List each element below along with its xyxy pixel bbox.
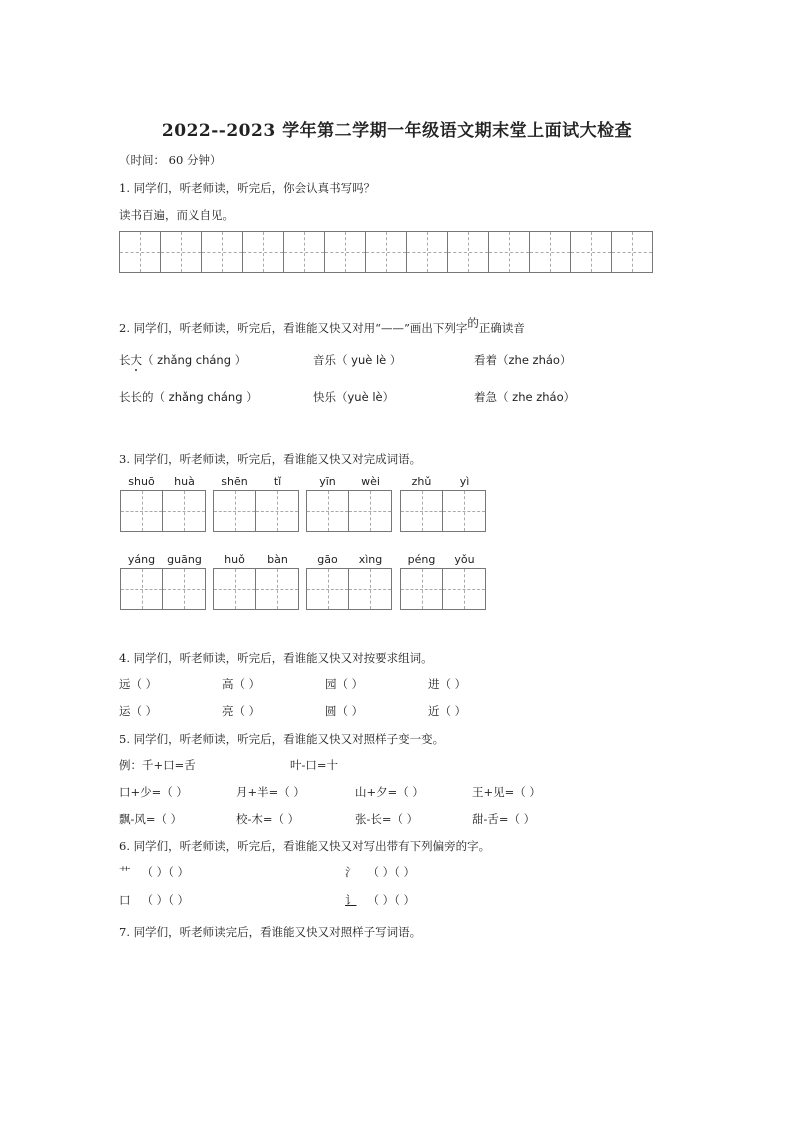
- q2-close: ）: [389, 353, 402, 367]
- tianzige-cell[interactable]: [443, 490, 486, 532]
- pinyin-label: huà: [174, 475, 195, 488]
- q2-close: ）: [382, 390, 395, 404]
- tianzige-cell[interactable]: [213, 568, 256, 610]
- pinyin-label: tǐ: [273, 475, 282, 488]
- q2-word: 音乐（: [313, 353, 348, 367]
- tianzige-cell[interactable]: [447, 231, 489, 273]
- q7-prompt: 7. 同学们，听老师读完后，看谁能又快又对照样子写词语。: [119, 925, 422, 939]
- q6-row-kou[interactable]: [119, 892, 189, 908]
- q6-blanks: （ ）（ ）: [367, 865, 416, 879]
- q2-item-yinyue[interactable]: [313, 352, 401, 368]
- radical-shui: 氵: [345, 865, 357, 879]
- tianzige-cell[interactable]: [324, 231, 366, 273]
- q2-item-kuaile[interactable]: [313, 389, 394, 405]
- q2-close: ）: [246, 390, 258, 404]
- q4-item[interactable]: 近（ ）: [428, 704, 467, 718]
- pinyin-label: yáng: [127, 553, 156, 566]
- word-box[interactable]: [213, 490, 299, 532]
- word-box[interactable]: [400, 490, 486, 532]
- q1-prompt: 1. 同学们，听老师读，听完后，你会认真书写吗？: [119, 181, 376, 195]
- q2-pinyin: yuè lè: [351, 353, 387, 367]
- tianzige-cell[interactable]: [529, 231, 571, 273]
- page-title: 2022--2023 学年第二学期一年级语文期末堂上面试大检查: [161, 121, 633, 141]
- pinyin-label: wèi: [361, 475, 380, 488]
- q4-item[interactable]: 高（ ）: [222, 677, 261, 691]
- q2-word: 着急（: [474, 390, 509, 404]
- tianzige-cell[interactable]: [349, 568, 392, 610]
- q5-item[interactable]: 月+半=（ ）: [236, 785, 305, 799]
- tianzige-cell[interactable]: [120, 568, 163, 610]
- q2-word: 长长的（: [119, 390, 165, 404]
- pinyin-label: péng: [407, 553, 436, 566]
- q6-row-cao[interactable]: [119, 864, 189, 880]
- word-box[interactable]: [120, 490, 206, 532]
- word-box[interactable]: [306, 568, 392, 610]
- q2-pinyin: zhǎng cháng: [157, 353, 232, 367]
- word-box[interactable]: [213, 568, 299, 610]
- q6-blanks: （ ）（ ）: [367, 893, 416, 907]
- word-box[interactable]: [120, 568, 206, 610]
- radical-yan: 讠: [345, 893, 357, 907]
- q2-item-zhangda[interactable]: [119, 352, 246, 368]
- q2-word: 长大（: [119, 353, 154, 367]
- pinyin-label: yì: [459, 475, 470, 488]
- q2-close: ）: [563, 390, 576, 404]
- q4-item[interactable]: 远（ ）: [119, 677, 158, 691]
- q6-blanks: （ ）（ ）: [141, 893, 190, 907]
- pinyin-label: bàn: [267, 553, 288, 566]
- q2-word: 快乐（: [313, 390, 348, 404]
- q2-prompt-text: 2. 同学们，听老师读，听完后，看谁能又快又对用“——”画出下列字: [119, 321, 468, 335]
- q5-item[interactable]: 甜-舌=（ ）: [472, 812, 536, 826]
- q5-example-1: 例：千+口=舌: [119, 758, 196, 772]
- q2-pinyin: zhe zháo: [512, 390, 564, 404]
- tianzige-cell[interactable]: [163, 490, 206, 532]
- time-note: （时间： 60 分钟）: [119, 153, 222, 167]
- tianzige-cell[interactable]: [488, 231, 530, 273]
- tianzige-cell[interactable]: [443, 568, 486, 610]
- tianzige-cell[interactable]: [570, 231, 612, 273]
- q2-prompt-de: 的: [467, 316, 479, 330]
- q4-item[interactable]: 亮（ ）: [222, 704, 261, 718]
- q6-blanks: （ ）（ ）: [141, 865, 190, 879]
- tianzige-cell[interactable]: [406, 231, 448, 273]
- q2-pinyin: zhe zháo: [508, 353, 560, 367]
- tianzige-cell[interactable]: [306, 568, 349, 610]
- tianzige-cell[interactable]: [306, 490, 349, 532]
- q4-prompt: 4. 同学们，听老师读，听完后，看谁能又快又对按要求组词。: [119, 651, 433, 665]
- q2-pinyin: yuè lè: [347, 390, 383, 404]
- q6-prompt: 6. 同学们，听老师读，听完后，看谁能又快又对写出带有下列偏旁的字。: [119, 839, 491, 853]
- pinyin-label: huǒ: [224, 553, 245, 566]
- tianzige-cell[interactable]: [365, 231, 407, 273]
- tianzige-cell[interactable]: [163, 568, 206, 610]
- q4-item[interactable]: 园（ ）: [325, 677, 364, 691]
- word-box[interactable]: [306, 490, 392, 532]
- radical-cao: 艹: [119, 865, 131, 879]
- tianzige-cell[interactable]: [256, 490, 299, 532]
- q3-prompt: 3. 同学们，听老师读，听完后，看谁能又快又对完成词语。: [119, 452, 422, 466]
- q2-close: ）: [234, 353, 247, 367]
- q2-item-zhaoji[interactable]: [474, 389, 575, 405]
- tianzige-cell[interactable]: [160, 231, 202, 273]
- tianzige-cell[interactable]: [119, 231, 161, 273]
- tianzige-cell[interactable]: [242, 231, 284, 273]
- tianzige-cell[interactable]: [120, 490, 163, 532]
- q5-prompt: 5. 同学们，听老师读，听完后，看谁能又快又对照样子变一变。: [119, 732, 445, 746]
- q2-prompt: [119, 316, 525, 336]
- word-box[interactable]: [400, 568, 486, 610]
- tianzige-cell[interactable]: [400, 568, 443, 610]
- tianzige-cell[interactable]: [349, 490, 392, 532]
- q5-item[interactable]: 山+夕=（ ）: [355, 785, 424, 799]
- pinyin-label: shēn: [221, 475, 248, 488]
- pinyin-label: shuō: [128, 475, 155, 488]
- tianzige-cell[interactable]: [400, 490, 443, 532]
- q1-writing-grid[interactable]: [120, 231, 653, 273]
- pinyin-label: xìng: [358, 553, 383, 566]
- tianzige-cell[interactable]: [256, 568, 299, 610]
- q2-item-zhangzhangde[interactable]: [119, 389, 258, 405]
- pinyin-label: yīn: [319, 475, 336, 488]
- q2-word: 看着（: [474, 353, 509, 367]
- pinyin-label: yǒu: [454, 553, 475, 566]
- pinyin-label: guāng: [167, 553, 202, 566]
- q5-example-2: 叶-口=十: [290, 758, 339, 772]
- q5-item[interactable]: 王+见=（ ）: [472, 785, 541, 799]
- q5-item[interactable]: 校-木=（ ）: [236, 812, 300, 826]
- q6-row-yan[interactable]: [345, 892, 415, 908]
- q6-row-shui[interactable]: [345, 864, 415, 880]
- q2-item-kanzhe[interactable]: [474, 352, 571, 368]
- tianzige-cell[interactable]: [213, 490, 256, 532]
- tianzige-cell[interactable]: [283, 231, 325, 273]
- q5-item[interactable]: 飘-风=（ ）: [119, 812, 183, 826]
- q2-pinyin: zhǎng cháng: [168, 390, 243, 404]
- q1-sentence: 读书百遍，而义自见。: [119, 208, 234, 222]
- pinyin-label: zhǔ: [411, 475, 432, 488]
- tianzige-cell[interactable]: [201, 231, 243, 273]
- q4-item[interactable]: 圆（ ）: [325, 704, 364, 718]
- q5-item[interactable]: 张-长=（ ）: [355, 812, 419, 826]
- q2-close: ）: [559, 353, 572, 367]
- q4-item[interactable]: 运（ ）: [119, 704, 158, 718]
- q2-prompt-tail: 正确读音: [478, 321, 525, 335]
- pinyin-label: gāo: [317, 553, 338, 566]
- radical-kou: 口: [119, 893, 131, 907]
- q5-item[interactable]: 口+少=（ ）: [119, 785, 188, 799]
- q4-item[interactable]: 进（ ）: [428, 677, 467, 691]
- tianzige-cell[interactable]: [611, 231, 653, 273]
